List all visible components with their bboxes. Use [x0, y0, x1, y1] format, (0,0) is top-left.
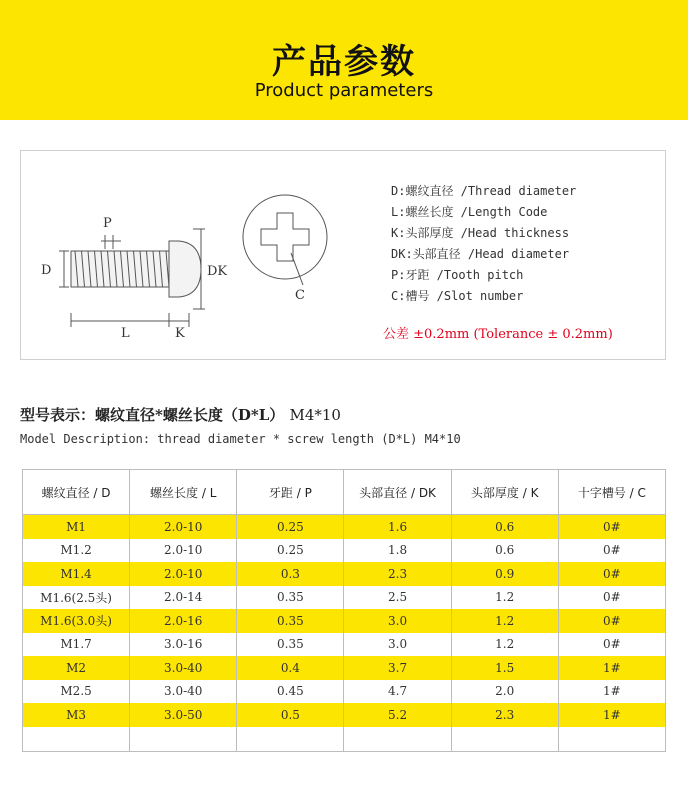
table-row — [23, 727, 666, 752]
table-cell — [130, 727, 237, 752]
header-d: 螺纹直径 / D — [23, 470, 130, 515]
table-cell: 2.0-16 — [130, 609, 237, 633]
model-description: Model Description: thread diameter * screw length (D*L) M4*10 — [20, 432, 461, 446]
table-cell — [23, 727, 130, 752]
table-cell: 3.0-40 — [130, 656, 237, 680]
table-row — [23, 515, 666, 539]
table-cell: 3.7 — [344, 656, 451, 680]
table-cell: M1.7 — [23, 633, 130, 657]
table-cell: M1.6(3.0头) — [23, 609, 130, 633]
table-cell: 0.4 — [237, 656, 344, 680]
table-cell: 1# — [558, 680, 665, 704]
spec-table — [22, 469, 666, 752]
table-row — [23, 539, 666, 563]
table-cell: 0# — [558, 609, 665, 633]
header-dk: 头部直径 / DK — [344, 470, 451, 515]
table-cell: 1.5 — [451, 656, 558, 680]
table-cell: 2.0 — [451, 680, 558, 704]
table-cell: 4.7 — [344, 680, 451, 704]
table-cell: 0.9 — [451, 562, 558, 586]
table-cell: 0.6 — [451, 539, 558, 563]
table-cell: 1.6 — [344, 515, 451, 539]
table-row — [23, 680, 666, 704]
model-example: M4*10 — [289, 406, 341, 424]
model-title-text: 型号表示：螺纹直径*螺丝长度（D*L） — [20, 406, 285, 424]
parameter-legend — [391, 181, 576, 307]
table-cell: 0# — [558, 539, 665, 563]
model-title — [20, 404, 341, 425]
table-cell: 0.35 — [237, 609, 344, 633]
label-l: L — [121, 326, 130, 341]
table-cell: 0# — [558, 633, 665, 657]
label-p: P — [103, 216, 112, 231]
table-cell: 3.0-40 — [130, 680, 237, 704]
label-c: C — [295, 288, 305, 303]
table-row — [23, 633, 666, 657]
table-cell — [451, 727, 558, 752]
table-header-row — [23, 470, 666, 515]
table-cell: 3.0-16 — [130, 633, 237, 657]
header-c: 十字槽号 / C — [558, 470, 665, 515]
header-banner — [0, 0, 688, 120]
table-cell: 1.8 — [344, 539, 451, 563]
table-row — [23, 609, 666, 633]
table-cell: M2.5 — [23, 680, 130, 704]
table-cell — [237, 727, 344, 752]
table-cell: 0# — [558, 515, 665, 539]
table-cell: M1.2 — [23, 539, 130, 563]
page-title: 产品参数 — [272, 42, 416, 82]
table-cell: 2.5 — [344, 586, 451, 610]
header-p: 牙距 / P — [237, 470, 344, 515]
table-cell: 0.5 — [237, 703, 344, 727]
screw-diagram — [21, 151, 381, 359]
header-k: 头部厚度 / K — [451, 470, 558, 515]
legend-item: C:槽号 /Slot number — [391, 289, 524, 303]
table-cell: 2.0-10 — [130, 539, 237, 563]
table-cell: 2.0-10 — [130, 562, 237, 586]
table-row — [23, 656, 666, 680]
table-cell — [344, 727, 451, 752]
table-cell: 0.6 — [451, 515, 558, 539]
label-d: D — [41, 263, 52, 278]
page-subtitle: Product parameters — [254, 80, 434, 101]
table-cell: 2.3 — [344, 562, 451, 586]
table-row — [23, 703, 666, 727]
table-cell: 1.2 — [451, 586, 558, 610]
screw-diagram-panel — [20, 150, 666, 360]
table-cell: 0.25 — [237, 539, 344, 563]
table-cell: 5.2 — [344, 703, 451, 727]
legend-item: DK:头部直径 /Head diameter — [391, 247, 570, 261]
table-cell: 0.45 — [237, 680, 344, 704]
table-cell: 0# — [558, 562, 665, 586]
table-cell: 0.3 — [237, 562, 344, 586]
table-cell: 0# — [558, 586, 665, 610]
table-cell: 3.0-50 — [130, 703, 237, 727]
table-cell: M1 — [23, 515, 130, 539]
cross-slot — [261, 213, 309, 261]
table-cell: 2.0-14 — [130, 586, 237, 610]
screw-head — [169, 241, 201, 297]
tolerance-note: 公差 ±0.2mm (Tolerance ± 0.2mm) — [383, 327, 613, 342]
table-cell: 2.3 — [451, 703, 558, 727]
legend-item: P:牙距 /Tooth pitch — [391, 268, 524, 282]
header-l: 螺丝长度 / L — [130, 470, 237, 515]
table-cell: M1.4 — [23, 562, 130, 586]
table-cell — [558, 727, 665, 752]
screw-thread — [71, 251, 169, 287]
table-cell: M1.6(2.5头) — [23, 586, 130, 610]
table-cell: 3.0 — [344, 609, 451, 633]
table-cell: 0.35 — [237, 586, 344, 610]
table-row — [23, 562, 666, 586]
table-cell: M2 — [23, 656, 130, 680]
table-cell: 1# — [558, 703, 665, 727]
table-cell: 0.35 — [237, 633, 344, 657]
table-cell: 1.2 — [451, 609, 558, 633]
table-cell: 3.0 — [344, 633, 451, 657]
table-cell: 1.2 — [451, 633, 558, 657]
table-cell: 1# — [558, 656, 665, 680]
table-row — [23, 586, 666, 610]
label-k: K — [175, 326, 185, 341]
table-cell: 0.25 — [237, 515, 344, 539]
label-dk: DK — [207, 264, 228, 279]
legend-item: K:头部厚度 /Head thickness — [391, 226, 570, 240]
table-cell: M3 — [23, 703, 130, 727]
table-cell: 2.0-10 — [130, 515, 237, 539]
legend-item: L:螺丝长度 /Length Code — [391, 205, 548, 219]
legend-item: D:螺纹直径 /Thread diameter — [391, 184, 577, 198]
